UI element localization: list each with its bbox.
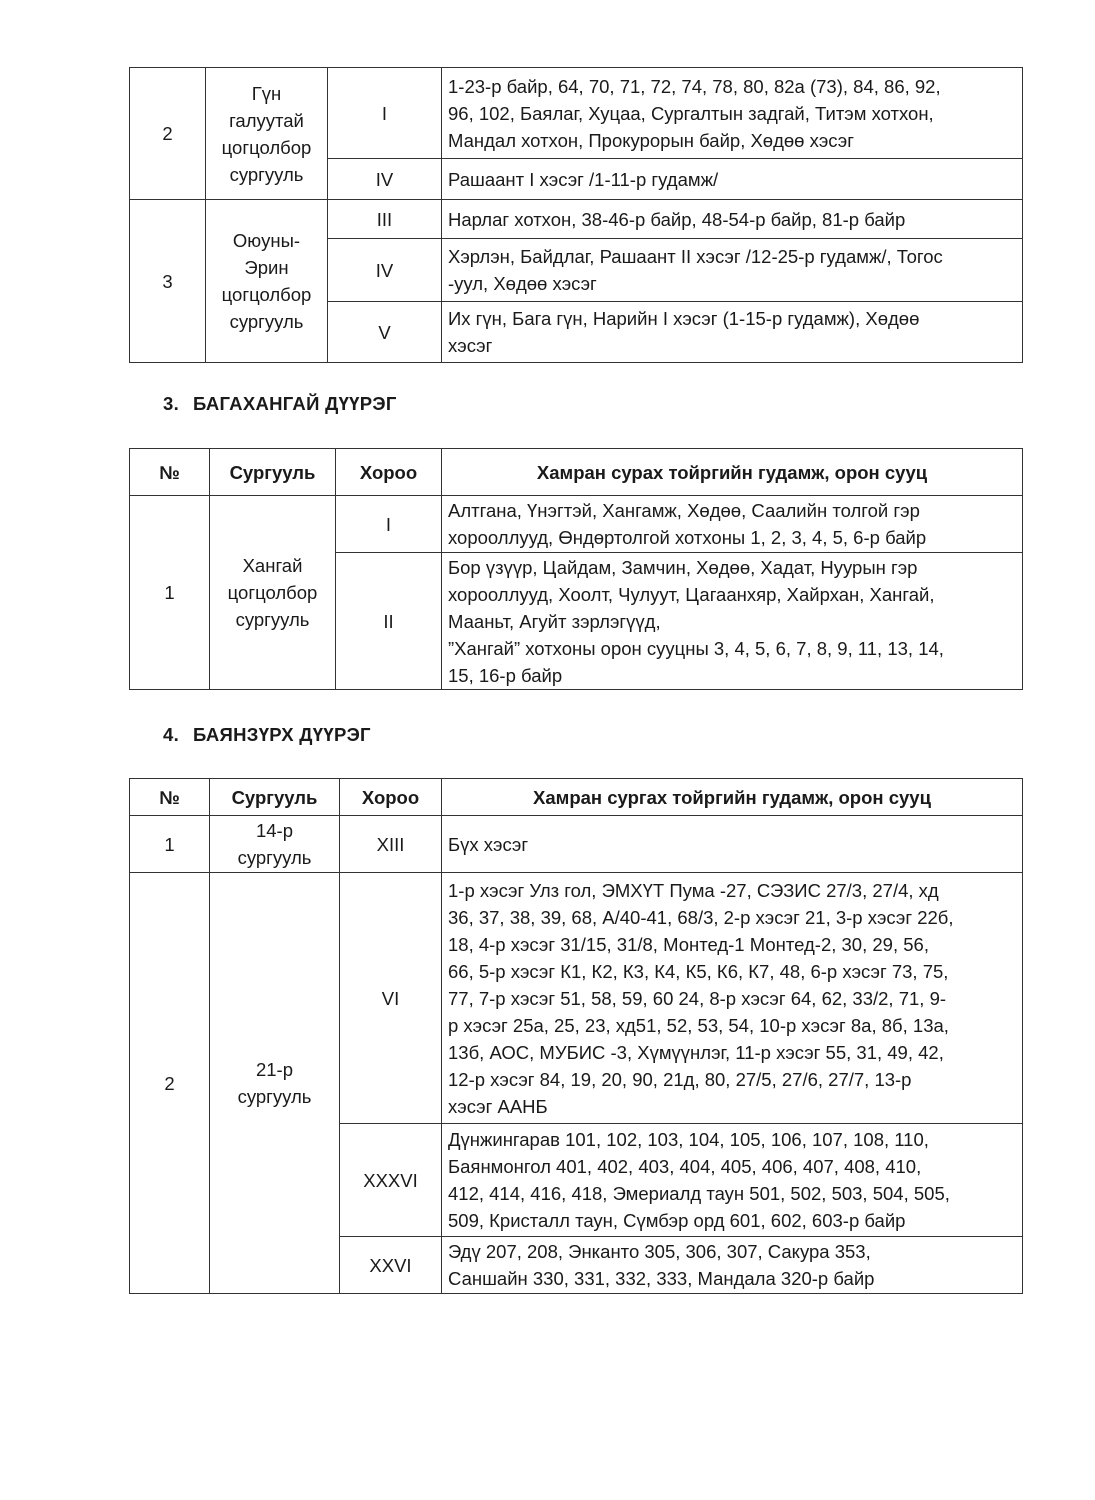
col-header-area: Хамран сургах тойргийн гудамж, орон сууц bbox=[442, 779, 1023, 816]
col-header-number: № bbox=[130, 449, 210, 496]
school-name: 21-р сургууль bbox=[210, 873, 340, 1294]
section-title: БАГАХАНГАЙ ДҮҮРЭГ bbox=[193, 393, 397, 414]
area-description: Рашаант I хэсэг /1-11-р гудамж/ bbox=[442, 159, 1023, 200]
row-number: 2 bbox=[130, 68, 206, 200]
khoroo: XXXVI bbox=[340, 1124, 442, 1237]
col-header-khoroo: Хороо bbox=[340, 779, 442, 816]
section-heading-bayanzurkh bbox=[163, 724, 371, 746]
bayanzurkh-table bbox=[129, 778, 1023, 1294]
school-name: 14-р сургууль bbox=[210, 816, 340, 873]
area-description: 1-23-р байр, 64, 70, 71, 72, 74, 78, 80, 82а (73), 84, 86, 92, 96, 102, Баялаг, Хуцаа, Сургалтын задгай, Титэм хотхон, Мандал хотхон, Прокурорын байр, Хөдөө хэсэг bbox=[442, 68, 1023, 159]
col-header-school: Сургууль bbox=[210, 779, 340, 816]
section-title: БАЯНЗҮРХ ДҮҮРЭГ bbox=[193, 724, 371, 745]
table-header-row bbox=[130, 779, 1023, 816]
col-header-school: Сургууль bbox=[210, 449, 336, 496]
khoroo: I bbox=[328, 68, 442, 159]
area-description: Хэрлэн, Байдлаг, Рашаант II хэсэг /12-25-р гудамж/, Тогос -уул, Хөдөө хэсэг bbox=[442, 239, 1023, 302]
table-row bbox=[130, 496, 1023, 553]
district-table-continued bbox=[129, 67, 1023, 363]
school-name: Хангай цогцолбор сургууль bbox=[210, 496, 336, 690]
area-description: Бор үзүүр, Цайдам, Замчин, Хөдөө, Хадат, Нуурын гэр хорооллууд, Хоолт, Чулуут, Цагаанхяр, Хайрхан, Хангай, Мааньт, Агуйт зэрлэгүүд, ”Хангай” хотхоны орон сууцны 3, 4, 5, 6, 7, 8, 9, 11, 13, 14, 15, 16-р байр bbox=[442, 553, 1023, 690]
col-header-khoroo: Хороо bbox=[336, 449, 442, 496]
table-row bbox=[130, 68, 1023, 159]
khoroo: V bbox=[328, 302, 442, 363]
bagakhangai-table bbox=[129, 448, 1023, 690]
school-name: Оюуны- Эрин цогцолбор сургууль bbox=[206, 200, 328, 363]
area-description: 1-р хэсэг Улз гол, ЭМХҮТ Пума -27, СЭЗИС 27/3, 27/4, хд 36, 37, 38, 39, 68, А/40-41, 68/3, 2-р хэсэг 21, 3-р хэсэг 22б, 18, 4-р хэсэг 31/15, 31/8, Монтед-1 Монтед-2, 30, 29, 56, 66, 5-р хэсэг К1, К2, К3, К4, К5, К6, К7, 48, 6-р хэсэг 73, 75, 77, 7-р хэсэг 51, 58, 59, 60 24, 8-р хэсэг 64, 62, 33/2, 71, 9- р хэсэг 25а, 25, 23, хд51, 52, 53, 54, 10-р хэсэг 8а, 8б, 13а, 13б, АОС, МУБИС -3, Хүмүүнлэг, 11-р хэсэг 55, 31, 49, 42, 12-р хэсэг 84, 19, 20, 90, 21д, 80, 27/5, 27/6, 27/7, 13-р хэсэг ААНБ bbox=[442, 873, 1023, 1124]
area-description: Их гүн, Бага гүн, Нарийн I хэсэг (1-15-р гудамж), Хөдөө хэсэг bbox=[442, 302, 1023, 363]
area-description: Эдү 207, 208, Энканто 305, 306, 307, Сакура 353, Саншайн 330, 331, 332, 333, Мандала 320-р байр bbox=[442, 1237, 1023, 1294]
khoroo: IV bbox=[328, 239, 442, 302]
area-description: Алтгана, Үнэгтэй, Хангамж, Хөдөө, Саалийн толгой гэр хорооллууд, Өндөртолгой хотхоны 1, 2, 3, 4, 5, 6-р байр bbox=[442, 496, 1023, 553]
table-row bbox=[130, 816, 1023, 873]
row-number: 3 bbox=[130, 200, 206, 363]
khoroo: XXVI bbox=[340, 1237, 442, 1294]
khoroo: II bbox=[336, 553, 442, 690]
section-number: 3. bbox=[163, 393, 180, 414]
row-number: 1 bbox=[130, 496, 210, 690]
section-number: 4. bbox=[163, 724, 180, 745]
table-row bbox=[130, 873, 1023, 1124]
table-header-row bbox=[130, 449, 1023, 496]
section-heading-bagakhangai bbox=[163, 393, 397, 415]
khoroo: I bbox=[336, 496, 442, 553]
row-number: 1 bbox=[130, 816, 210, 873]
col-header-number: № bbox=[130, 779, 210, 816]
khoroo: XIII bbox=[340, 816, 442, 873]
khoroo: VI bbox=[340, 873, 442, 1124]
area-description: Дүнжингарав 101, 102, 103, 104, 105, 106, 107, 108, 110, Баянмонгол 401, 402, 403, 404, 405, 406, 407, 408, 410, 412, 414, 416, 418, Эмериалд таун 501, 502, 503, 504, 505, 509, Кристалл таун, Сүмбэр орд 601, 602, 603-р байр bbox=[442, 1124, 1023, 1237]
khoroo: IV bbox=[328, 159, 442, 200]
khoroo: III bbox=[328, 200, 442, 239]
table-row bbox=[130, 200, 1023, 239]
row-number: 2 bbox=[130, 873, 210, 1294]
col-header-area: Хамран сурах тойргийн гудамж, орон сууц bbox=[442, 449, 1023, 496]
school-name: Гүн галуутай цогцолбор сургууль bbox=[206, 68, 328, 200]
area-description: Нарлаг хотхон, 38-46-р байр, 48-54-р байр, 81-р байр bbox=[442, 200, 1023, 239]
area-description: Бүх хэсэг bbox=[442, 816, 1023, 873]
